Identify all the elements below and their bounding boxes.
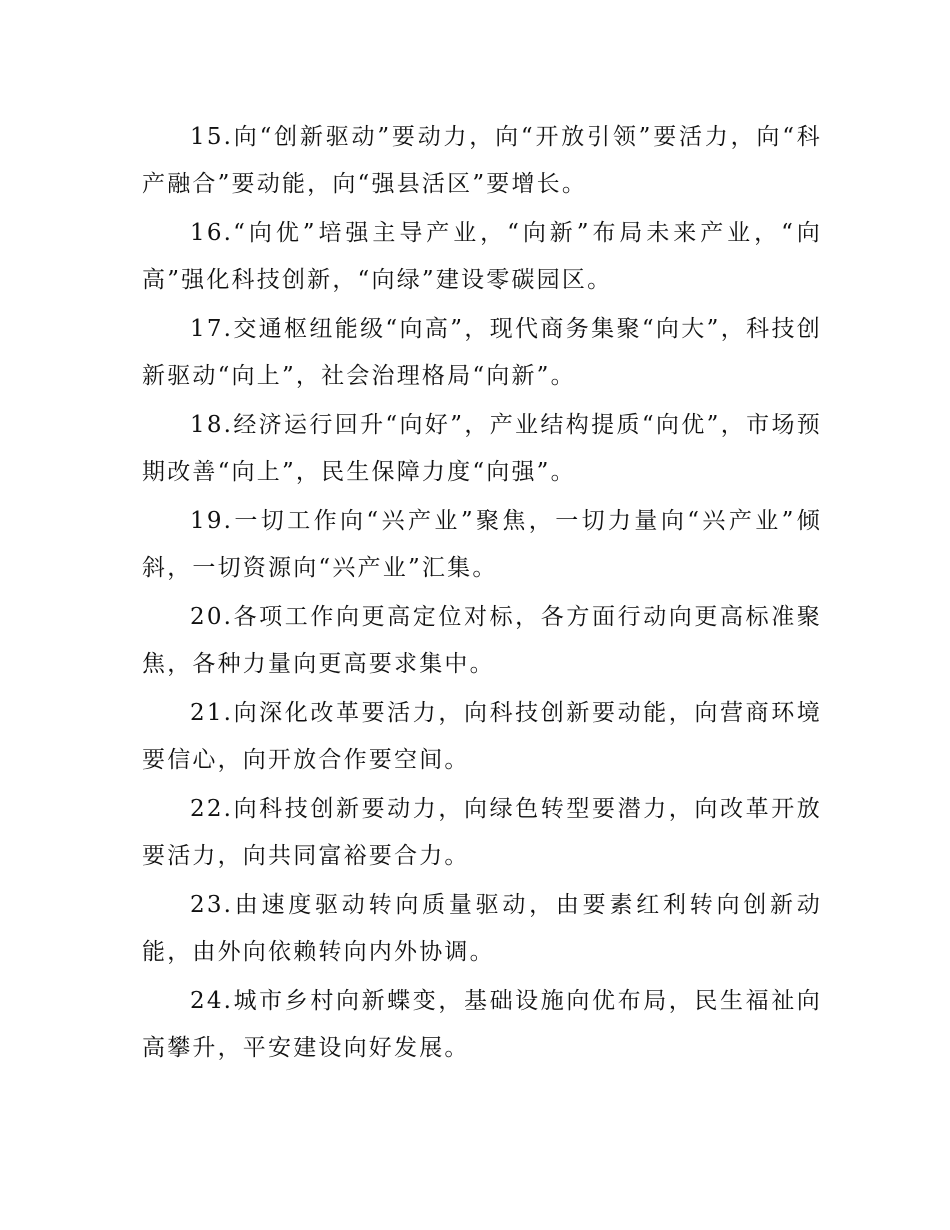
paragraph-16: 16.“向优”培强主导产业，“向新”布局未来产业，“向高”强化科技创新，“向绿”建设零碳园区。 bbox=[142, 220, 822, 293]
paragraph-24: 24.城市乡村向新蝶变，基础设施向优布局，民生福祉向高攀升，平安建设向好发展。 bbox=[142, 988, 822, 1061]
document-body bbox=[142, 114, 822, 1074]
paragraph-23: 23.由速度驱动转向质量驱动，由要素红利转向创新动能，由外向依赖转向内外协调。 bbox=[142, 892, 822, 965]
paragraph-18: 18.经济运行回升“向好”，产业结构提质“向优”，市场预期改善“向上”，民生保障力度“向强”。 bbox=[142, 412, 822, 485]
paragraph-20: 20.各项工作向更高定位对标，各方面行动向更高标准聚焦，各种力量向更高要求集中。 bbox=[142, 604, 822, 677]
paragraph-21: 21.向深化改革要活力，向科技创新要动能，向营商环境要信心，向开放合作要空间。 bbox=[142, 700, 822, 773]
paragraph-17: 17.交通枢纽能级“向高”，现代商务集聚“向大”，科技创新驱动“向上”，社会治理格局“向新”。 bbox=[142, 316, 822, 389]
paragraph-22: 22.向科技创新要动力，向绿色转型要潜力，向改革开放要活力，向共同富裕要合力。 bbox=[142, 796, 822, 869]
paragraph-15: 15.向“创新驱动”要动力，向“开放引领”要活力，向“科产融合”要动能，向“强县活区”要增长。 bbox=[142, 124, 822, 197]
paragraph-19: 19.一切工作向“兴产业”聚焦，一切力量向“兴产业”倾斜，一切资源向“兴产业”汇集。 bbox=[142, 508, 822, 581]
